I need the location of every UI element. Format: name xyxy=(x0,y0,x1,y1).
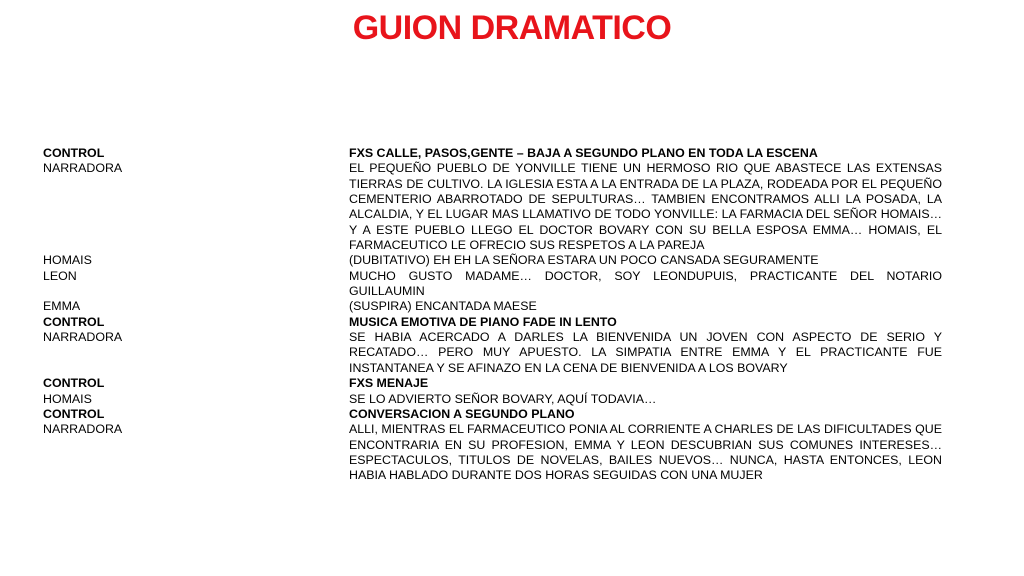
dialogue-text: FXS MENAJE xyxy=(349,376,429,391)
dialogue-text: CONVERSACION A SEGUNDO PLANO xyxy=(349,406,575,421)
script-row xyxy=(43,269,942,300)
script-row xyxy=(43,315,942,330)
script-table xyxy=(43,146,942,484)
page-title: GUION DRAMATICO xyxy=(352,9,672,47)
speaker-label: LEON xyxy=(43,268,77,283)
script-row xyxy=(43,392,942,407)
script-row xyxy=(43,299,942,314)
speaker-label: CONTROL xyxy=(43,146,105,160)
script-row xyxy=(43,253,942,268)
script-row xyxy=(43,330,942,376)
dialogue-text: EL PEQUEÑO PUEBLO DE YONVILLE TIENE UN HERMOSO RIO QUE ABASTECE LAS EXTENSAS TIERRAS DE CULTIVO. LA IGLESIA ESTA A LA ENTRADA DE LA PLAZA, RODEADA POR EL PEQUEÑO CEMENTERIO ABARROTADO DE SEPULTURAS… TAMBIEN ENCONTRAMOS ALLI LA POSADA, LA ALCALDIA, Y EL LUGAR MAS LLAMATIVO DE TODO YONVILLE: LA FARMACIA DEL SEÑOR HOMAIS… Y A ESTE PUEBLO LLEGO EL DOCTOR BOVARY CON SU BELLA ESPOSA EMMA… HOMAIS, EL FARMACEUTICO LE OFRECIO SUS RESPETOS A LA PAREJA xyxy=(349,161,942,253)
dialogue-text: MUSICA EMOTIVA DE PIANO FADE IN LENTO xyxy=(349,314,617,329)
script-row xyxy=(43,376,942,391)
script-row xyxy=(43,146,942,161)
speaker-label: CONTROL xyxy=(43,376,105,391)
speaker-label: NARRADORA xyxy=(43,330,123,345)
script-row xyxy=(43,161,942,253)
dialogue-text: (DUBITATIVO) EH EH LA SEÑORA ESTARA UN POCO CANSADA SEGURAMENTE xyxy=(349,253,819,268)
dialogue-text: (SUSPIRA) ENCANTADA MAESE xyxy=(349,299,537,314)
speaker-label: HOMAIS xyxy=(43,391,92,406)
dialogue-text: SE HABIA ACERCADO A DARLES LA BIENVENIDA UN JOVEN CON ASPECTO DE SERIO Y RECATADO… PERO MUY APUESTO. LA SIMPATIA ENTRE EMMA Y EL PRACTICANTE FUE INSTANTANEA Y SE AFINAZO EN LA CENA DE BIENVENIDA A LOS BOVARY xyxy=(349,330,942,375)
speaker-label: NARRADORA xyxy=(43,422,123,437)
dialogue-text: SE LO ADVIERTO SEÑOR BOVARY, AQUÍ TODAVIA… xyxy=(349,391,657,406)
dialogue-text: MUCHO GUSTO MADAME… DOCTOR, SOY LEONDUPUIS, PRACTICANTE DEL NOTARIO GUILLAUMIN xyxy=(349,268,942,299)
speaker-label: CONTROL xyxy=(43,406,105,421)
dialogue-text: ALLI, MIENTRAS EL FARMACEUTICO PONIA AL CORRIENTE A CHARLES DE LAS DIFICULTADES QUE ENCONTRARIA EN SU PROFESION, EMMA Y LEON DESCUBRIAN SUS COMUNES INTERESES… ESPECTACULOS, TITULOS DE NOVELAS, BAILES NUEVOS… NUNCA, HASTA ENTONCES, LEON HABIA HABLADO DURANTE DOS HORAS SEGUIDAS CON UNA MUJER xyxy=(349,422,942,483)
speaker-label: NARRADORA xyxy=(43,161,123,176)
speaker-label: EMMA xyxy=(43,299,81,314)
script-row xyxy=(43,407,942,422)
speaker-label: HOMAIS xyxy=(43,253,92,268)
speaker-label: CONTROL xyxy=(43,314,105,329)
script-row xyxy=(43,422,942,483)
dialogue-text: FXS CALLE, PASOS,GENTE – BAJA A SEGUNDO PLANO EN TODA LA ESCENA xyxy=(349,146,818,160)
